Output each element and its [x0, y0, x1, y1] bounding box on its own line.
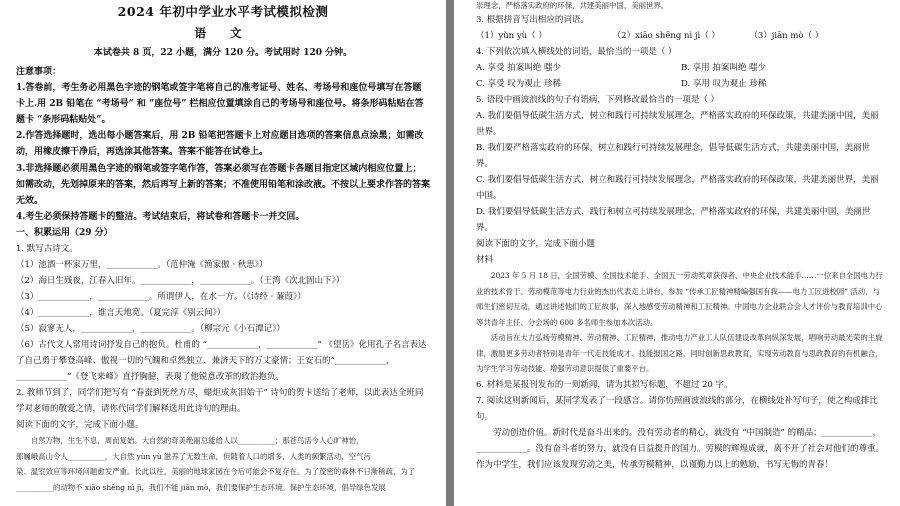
exam-subject: 语 文 [194, 26, 252, 40]
question-1-item: （1）池酒一杯家万里，____________。（范仲淹《渔家傲 · 秋思》） [16, 260, 268, 271]
passage-continuation: 崇理念，严格落实政府的环保，共建美丽中国，美丽世界。 [476, 1, 669, 10]
question-1-item: （4）____________，谁言天地宽。（夏完淳《别云间》） [16, 308, 226, 319]
question-5-option: C. 我们要倡导低碳生活方式，树立和践行可持续发展理念，严格落实政府的环保政策，共建美丽世界，美丽中国。 [476, 175, 879, 201]
question-3-item: （2）xiāo shēng nì jì（ ） [612, 31, 720, 41]
material-paragraph: 活动旨在大力弘扬劳模精神、劳动精神、工匠精神，推动电力产业工人队伍建设改革向纵深发展，唱响劳动最光荣的主旋律，激励更多劳动者特别是青年一代走技能成才、技能报国之路，同时创新思政教育，实现劳动教育与思政教育的有机融合，为学生学习劳动技能、增强劳动意识提供了重要平台。 [476, 333, 883, 373]
question-1-item: （2）海日生残夜，江春入旧年。____________，____________。（王湾《次北固山下》） [16, 276, 345, 287]
passage-line: 自然万物，生生不息，周而复始。大自然的奇美绝丽总能给人以__________；那苍鸟活今人心旷神怡， [30, 436, 364, 446]
question-5-option: D. 我们要倡导低碳生活方式，践行和树立可持续发展理念，严格落实政府的环保，共建美丽中国，美丽世界。 [476, 207, 871, 233]
question-4-options-row [476, 60, 886, 76]
document-page-right [454, 0, 900, 506]
material-label: 材料 [476, 255, 494, 265]
question-1-stem: 1. 默写古诗文。 [16, 244, 78, 255]
note-item: 1.答卷前，考生务必用黑色字迹的钢笔或签字笔将自己的准考证号、姓名、考场号和座位号填写在答题卡上.用 2B 铅笔在 “考场号” 和 “座位号” 栏相应位置填涂自己的考场号和座位号。将条形码粘贴在答题卡 “条形码粘贴处”。 [16, 83, 424, 126]
exam-info: 本试卷共 8 页，22 小题，满分 120 分。考试用时 120 分钟。 [93, 48, 353, 58]
question-5-option: B. 我们要严格落实政府的环保，树立和践行可持续发展理念，倡导低碳生活方式，共建美丽中国，美丽世界。 [476, 143, 871, 169]
passage-line: __________的动物不 xiāo shēng nì jì，我们不能 jiān mò，我们要保护生态环境。保护生态环境，倡导绿色发展 [16, 482, 386, 492]
reading-intro: 阅读下面的文字，完成下面小题 [476, 239, 596, 249]
note-item: 2.作答选择题时，选出每小题答案后，用 2B 铅笔把答题卡上对应题目选项的答案信息点涂黑；如需改动，用橡皮擦干净后，再选涂其他答案。答案不能答在试卷上。 [16, 131, 424, 158]
question-3-items [476, 28, 886, 44]
question-5-stem: 5. 语段中画波浪线的句子有语病，下列修改最恰当的一项是（ ） [476, 95, 720, 105]
question-4-option: C. 享受 叹为观止 珍稀 [476, 79, 562, 89]
question-6: 6. 材料是某报刊发布的一则新闻，请为其拟写标题，不超过 20 字。 [476, 379, 733, 390]
question-4-option: D. 享用 叹为观止 珍稀 [681, 79, 767, 89]
question-4-option: B. 享用 拍案叫绝 嗤少 [681, 63, 767, 73]
question-1-item: （6）古代文人常用诗词抒发自己的抱负。杜甫的 “____________，____________” 《望岳》化用孔子名言表达了自己勇于攀登高峰、傲视一切的气魄和卓然独立、兼济天下的万丈豪情；王安石的“____________，____________”《登飞来峰》直抒胸臆，表现了他锐意改革的政治抱负。 [16, 340, 427, 383]
passage-line: 那巍峨高山令人__________，大自然 yùn yù 滋养了无数生命，但随着人口的增多，人类的频繁活动，空气污 [16, 451, 371, 461]
note-item: 3.非选择题必须用黑色字迹的钢笔或签字笔作答，答案必须写在答题卡各题目指定区域内相应位置上；如需改动，先划掉原来的答案，然后再写上新的答案；不准使用铅笔和涂改液。不按以上要求作答的答案无效。 [16, 163, 431, 206]
question-5-option: A. 我们要倡导低碳生活方式，树立和践行可持续发展理念，严格落实政府的环保政策，共建美丽中国，美丽世界。 [476, 111, 879, 137]
question-4-stem: 4. 下列依次填入横线处的词语，最恰当的一项是（ ） [476, 47, 677, 57]
question-1-item: （3）____________，____________。所谓伊人，在水一方。（《诗经 · 蒹葭》） [16, 292, 306, 303]
section-heading: 一、积累运用（29 分） [16, 227, 113, 238]
passage-line: 染、温室效应等环境问题愈发严重。长此以往，美丽的地球家园在今后可能会不复存在。为了茂密的森林不日渐稀疏，为了 [16, 467, 416, 477]
note-item: 4.考生必须保持答题卡的整洁。考试结束后，将试卷和答题卡一并交回。 [16, 211, 305, 222]
question-3-stem: 3. 根据拼音写出相应的词语。 [476, 15, 589, 25]
question-3-item: （3）jiān mò（ ） [749, 31, 824, 41]
document-page-left [0, 0, 446, 506]
question-1-item: （5）寂寥无人，____________，____________。（柳宗元《小石潭记》） [16, 324, 285, 335]
material-paragraph: 2023 年 5 月 18 日，全国劳模、全国技术能手、全国五一劳动奖章获得者、中央企业技术能手……一位来自全国电力行业的技术骨干、劳动模范等电力行业的杰出代表走上讲台，参加 “传承工匠精神精编强国有我——电力工匠进校园” 活动，与师生们密切互动，通过讲述他们的工匠故事，深入地感受劳动精神和工匠精神。中国电力企业联合会人才评价与教育培训中心等共青年主任、分会场的 600 多名师生参加本次活动。 [476, 271, 883, 327]
question-2: 2. 教师节到了，同学们把写有 “春蚕到死丝方尽，蜡炬成灰泪始干” 诗句的贺卡送给了老师，以此表达全班同学对老师的敬爱之情，请你代同学们解释选用此诗句的理由。 [16, 388, 424, 415]
question-7-paragraph: 劳动创造价值。新时代是奋斗出来的。没有劳动者的精心，就没有 “中国制造” 的精品；____________，____________。没有奋斗者的努力，就没有日益提升的国力。劳模的辉煌成就，离不开了社会对他们的尊重。作为中学生，我们应该发现劳动之美，传承劳模精神，以谨勤力以上的勉励，书写无悔的青春！ [476, 427, 885, 470]
reading-intro: 阅读下面的文字，完成下面小题。 [16, 420, 144, 431]
exam-title: 2024 年初中学业水平考试模拟检测 [117, 4, 329, 19]
question-3-item: （1）yùn yù（ ） [476, 31, 547, 41]
notes-block [16, 64, 430, 225]
question-7: 7. 阅读这则新闻后，某同学发表了一段感言。请你仿照画波浪线的部分，在横线处补写句子，使之构成排比句。 [476, 395, 878, 422]
question-4-option: A. 享受 拍案叫绝 嗤少 [476, 63, 561, 73]
notes-heading: 注意事项： [16, 67, 62, 77]
question-4-options-row [476, 76, 886, 92]
